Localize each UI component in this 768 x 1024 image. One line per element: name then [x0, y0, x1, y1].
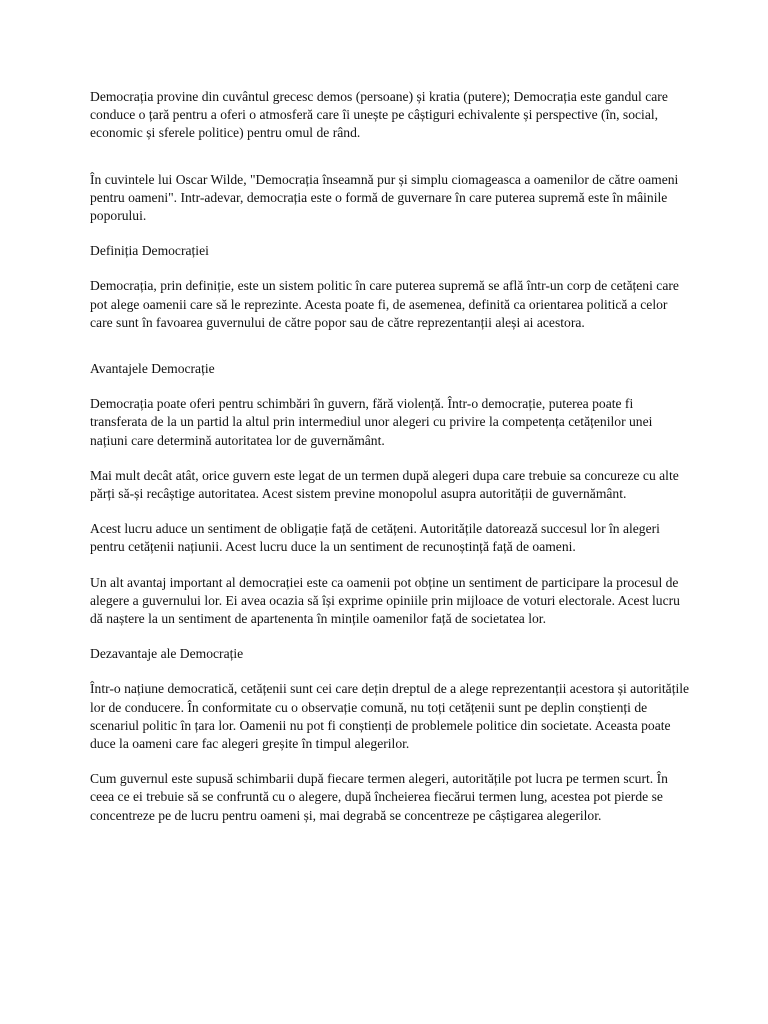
heading-advantages: Avantajele Democrație: [90, 361, 215, 377]
advantages-paragraph-4: Un alt avantaj important al democrației este ca oamenii pot obține un sentiment de participare la procesul de alegere a guvernului lor. Ei avea ocazia să își exprime opiniile prin mijloace de voturi electorale. Acest lucru dă naștere la un sentiment de apartenenta în mințile oamenilor față de societatea lor.: [90, 574, 680, 627]
heading-definition: Definiția Democrației: [90, 243, 209, 259]
disadvantages-paragraph-1: Într-o națiune democratică, cetățenii sunt cei care dețin dreptul de a alege reprezentanții acestora și autoritățile lor de conducere. În conformitate cu o observație comună, nu toți cetățenii sunt pe deplin conștienți de scenariul politic în țara lor. Oamenii nu pot fi conștienți de problemele politice din societate. Aceasta poate duce la oameni care fac alegeri greșite în timpul alegerilor.: [90, 681, 690, 752]
wilde-quote-paragraph: În cuvintele lui Oscar Wilde, "Democrația înseamnă pur și simplu ciomageasca a oamenilor de către oameni pentru oameni". Intr-adevar, democrația este o formă de guvernare în care puterea supremă este în mâinile poporului.: [90, 171, 679, 224]
definition-paragraph: Democrația, prin definiție, este un sistem politic în care puterea supremă se află într-un corp de cetățeni care pot alege oamenii care să le reprezinte. Acesta poate fi, de asemenea, definită ca orientarea politică a celor care sunt în favoarea guvernului de către popor sau de către reprezentanții aleși ai acestora.: [90, 278, 679, 330]
advantages-paragraph-2: Mai mult decât atât, orice guvern este legat de un termen după alegeri dupa care trebuie sa concureze cu alte părți să-și recâștige autoritatea. Acest sistem previne monopolul asupra autorității de guvernământ.: [90, 467, 679, 502]
heading-disadvantages: Dezavantaje ale Democrație: [90, 646, 244, 662]
advantages-paragraph-3: Acest lucru aduce un sentiment de obligație față de cetățeni. Autoritățile datorează succesul lor în alegeri pentru cetățenii națiunii. Acest lucru duce la un sentiment de recunoștință față de oameni.: [90, 521, 660, 555]
advantages-paragraph-1: Democrația poate oferi pentru schimbări în guvern, fără violență. Într-o democrație, puterea poate fi transferata de la un partid la altul prin intermediul unor alegeri cu privire la competența cetățenilor unei națiuni care determină autoritatea lor de guvernământ.: [90, 396, 653, 448]
disadvantages-paragraph-2: Cum guvernul este supusă schimbarii după fiecare termen alegeri, autoritățile pot lucra pe termen scurt. În ceea ce ei trebuie să se confruntă cu o alegere, după încheierea fiecărui termen lung, acestea pot pierde se concentreze pe de lucru pentru oameni și, mai degrabă se concentreze pe câștigarea alegerilor.: [90, 771, 668, 823]
intro-paragraph: Democrația provine din cuvântul grecesc demos (persoane) și kratia (putere); Democrația este gandul care conduce o țară pentru a oferi o atmosferă care îi unește pe câștiguri echivalente și perspective (în, social, economic și sferele politice) pentru omul de rând.: [90, 89, 668, 141]
document-body: [90, 88, 690, 825]
